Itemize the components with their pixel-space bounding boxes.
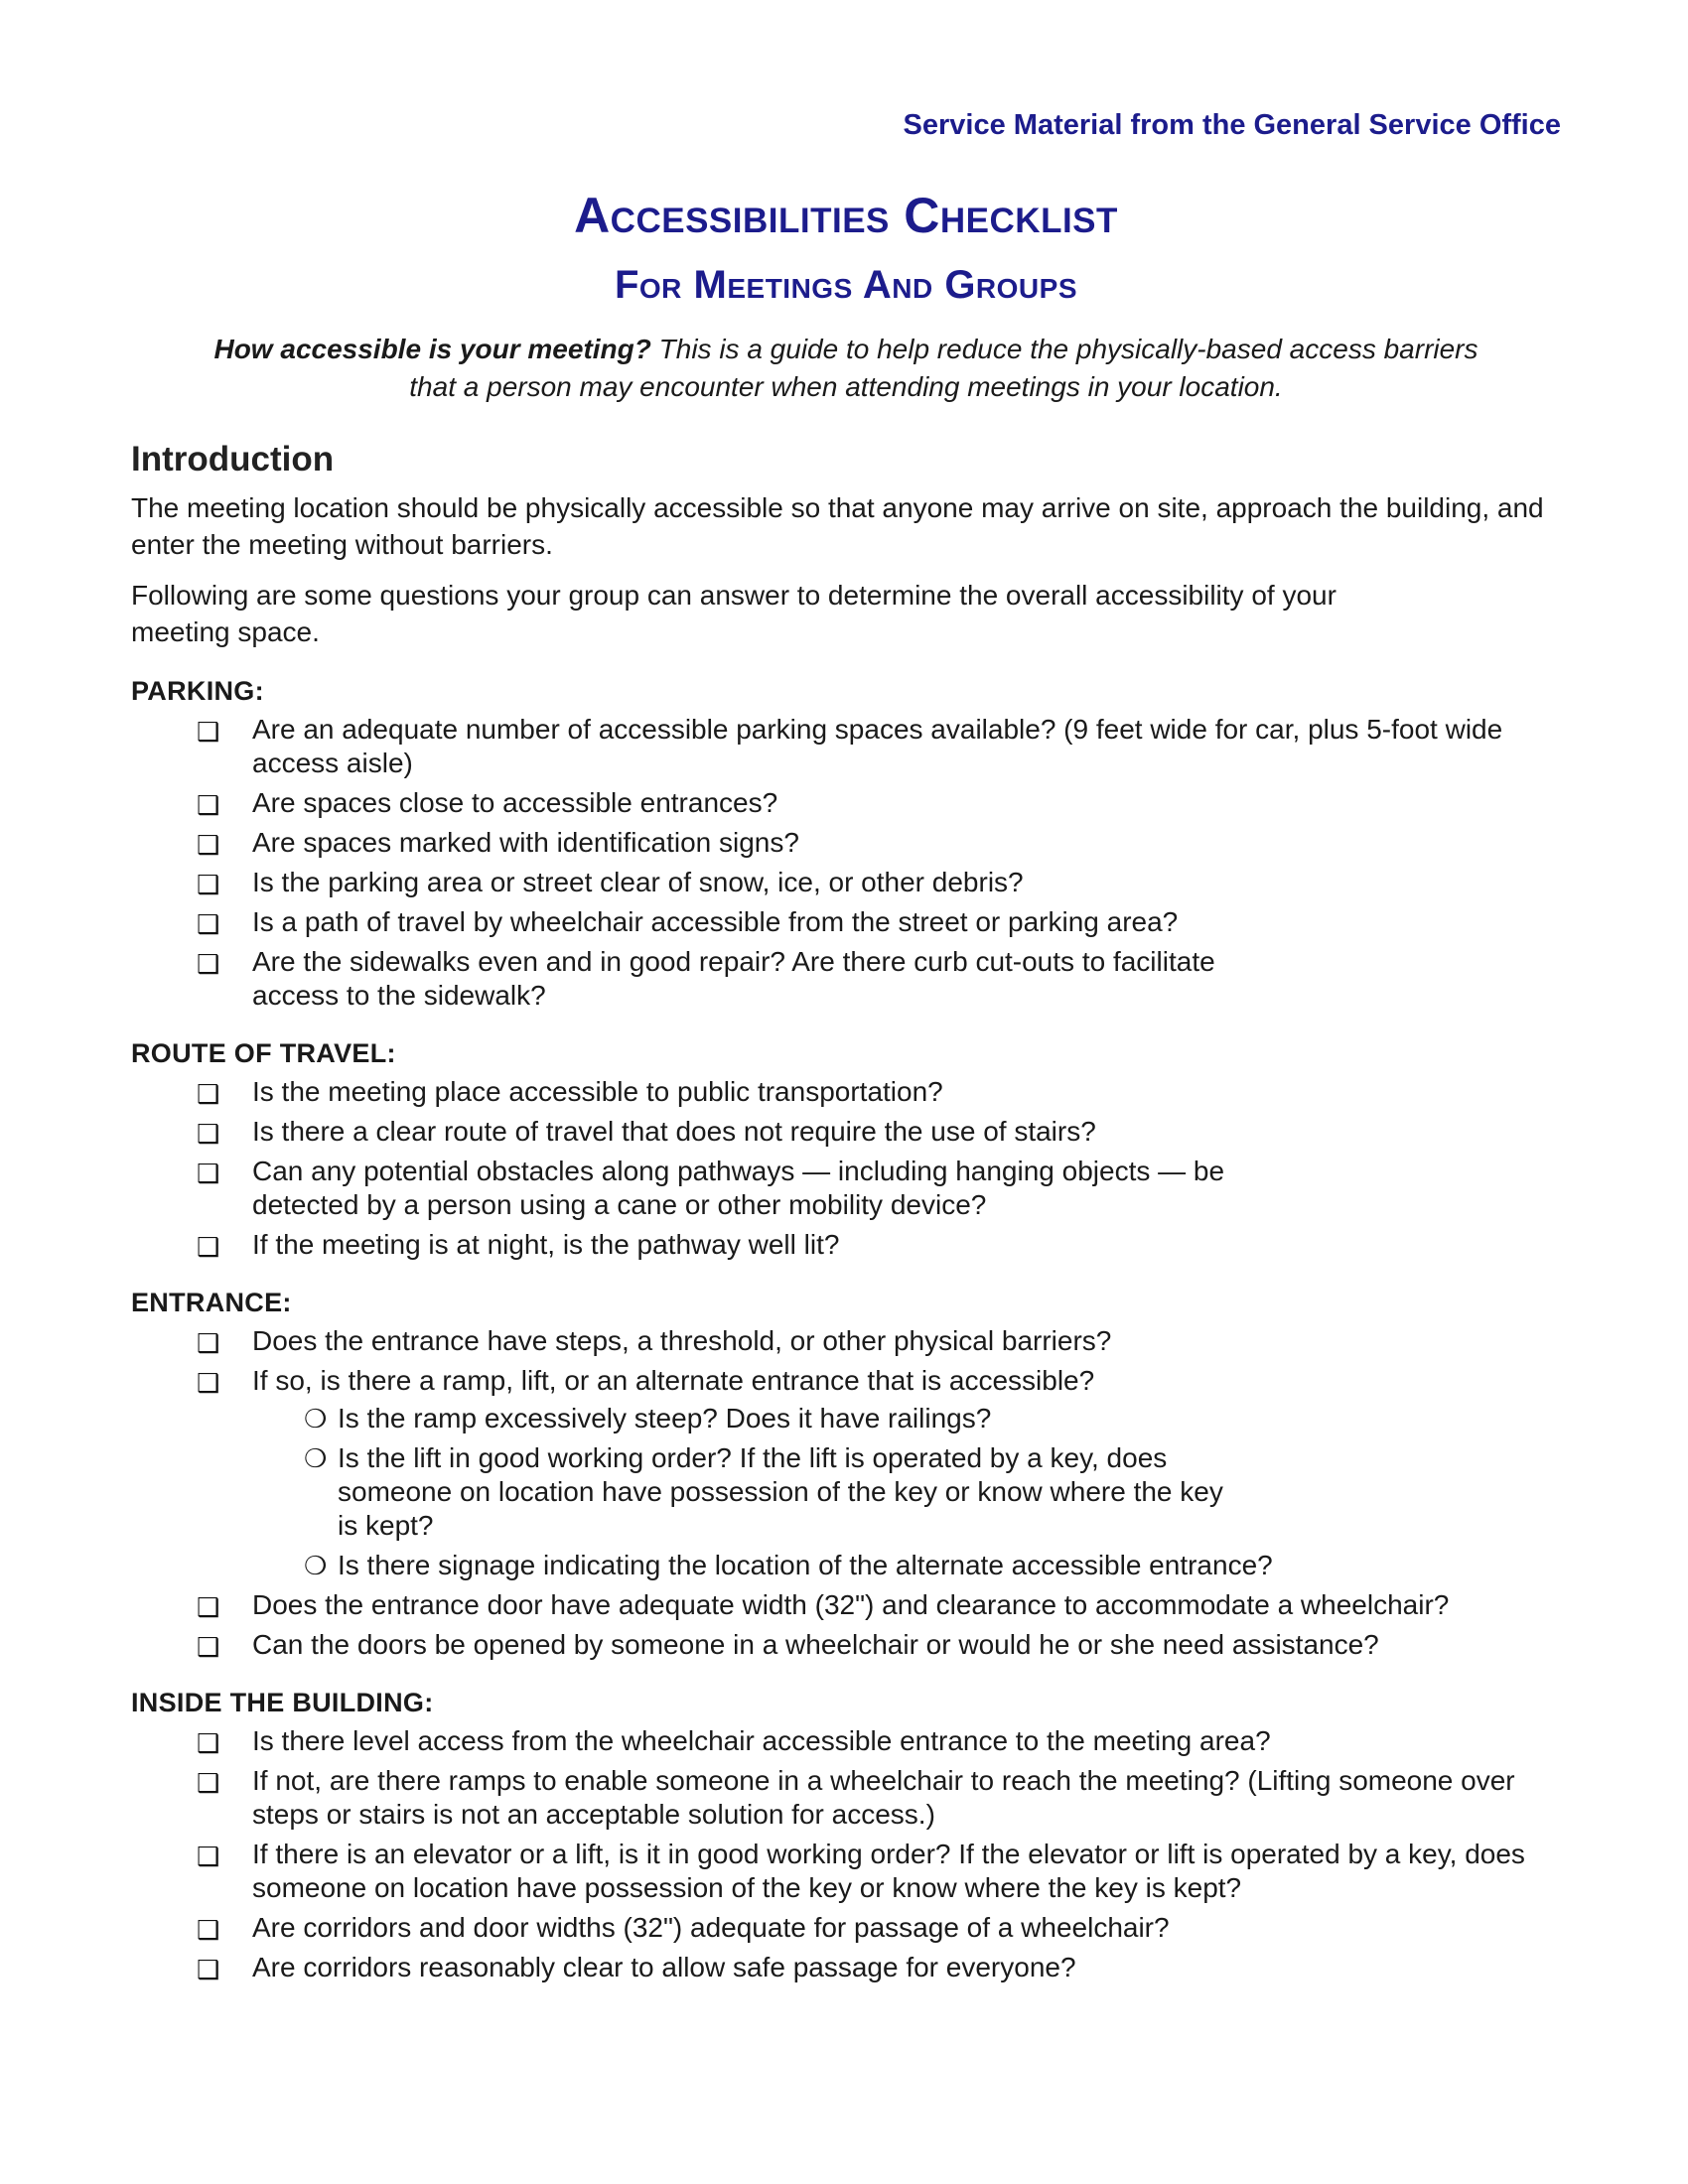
checklist-item: ❑ Are the sidewalks even and in good repair? Are there curb cut-outs to facilitate access to the sidewalk? [197, 946, 1215, 1011]
checklist-item: ❑ Can the doors be opened by someone in a wheelchair or would he or she need assistance? [197, 1629, 1379, 1662]
checkbox-icon[interactable]: ❑ [197, 949, 220, 979]
checkbox-icon[interactable]: ❑ [197, 790, 220, 820]
checkbox-icon[interactable]: ❑ [197, 1232, 220, 1262]
introduction-paragraph-1: The meeting location should be physically accessible so that anyone may arrive on site, approach the building, and enter the meeting without barriers. [131, 492, 1544, 560]
checklist-item: ❑ Are an adequate number of accessible parking spaces available? (9 feet wide for car, plus 5-foot wide access aisle) [197, 714, 1503, 778]
route-of-travel-heading: ROUTE OF TRAVEL: [131, 1038, 396, 1068]
checklist-item: ❑ Is the parking area or street clear of snow, ice, or other debris? [197, 867, 1024, 899]
checklist-item: ❑ If the meeting is at night, is the pathway well lit? [197, 1229, 840, 1262]
checklist-item: ❑ If so, is there a ramp, lift, or an alternate entrance that is accessible? ❍ Is the ramp excessively steep? Does it have railings? ❍ Is the lift in good working order? If the lift is operated by a key, does someone on location have possession of the key or know where the key is kept? ❍ Is there signage indicating the location of the alternate accessible entrance? [131, 1364, 1561, 1582]
checklist-item: ❑ Does the entrance have steps, a threshold, or other physical barriers? [197, 1325, 1112, 1358]
checkbox-icon[interactable]: ❑ [197, 909, 220, 939]
checklist-item: ❑ If there is an elevator or a lift, is it in good working order? If the elevator or lift is operated by a key, does someone on location have possession of the key or know where the key is kept? [197, 1839, 1525, 1903]
checklist-item: ❑ Can any potential obstacles along pathways — including hanging objects — be detected by a person using a cane or other mobility device? [197, 1156, 1225, 1220]
checkbox-icon[interactable]: ❑ [197, 1632, 220, 1662]
checkbox-icon[interactable]: ❑ [197, 717, 220, 747]
checklist-item: ❑ Are corridors and door widths (32") adequate for passage of a wheelchair? [197, 1912, 1170, 1945]
parking-checklist [131, 713, 1561, 1013]
checklist-item: ❑ Are corridors reasonably clear to allow safe passage for everyone? [197, 1952, 1076, 1984]
checkbox-icon[interactable]: ❑ [197, 830, 220, 860]
checklist-item: ❑ Is a path of travel by wheelchair accessible from the street or parking area? [197, 906, 1179, 939]
blurb-text-line1: This is a guide to help reduce the physically-based access barriers [658, 334, 1478, 364]
route-checklist [131, 1075, 1561, 1262]
service-material-header: Service Material from the General Service Office [903, 109, 1561, 141]
checklist-item: ❑ Is there level access from the wheelchair accessible entrance to the meeting area? [197, 1725, 1271, 1758]
entrance-checklist [131, 1324, 1561, 1662]
blurb-text-line2: that a person may encounter when attending meetings in your location. [409, 371, 1283, 402]
inside-building-heading: INSIDE THE BUILDING: [131, 1688, 434, 1717]
introduction-heading: Introduction [131, 440, 335, 478]
checklist-item: ❑ Is there a clear route of travel that does not require the use of stairs? [197, 1116, 1096, 1149]
checklist-item: ❑ Is the meeting place accessible to public transportation? [197, 1076, 943, 1109]
checkbox-icon[interactable]: ❑ [197, 1842, 220, 1871]
checkbox-icon[interactable]: ❑ [197, 870, 220, 899]
sub-checklist-item: ❍ Is the ramp excessively steep? Does it have railings? [304, 1403, 992, 1433]
checkbox-icon[interactable]: ❑ [197, 1119, 220, 1149]
checkbox-icon[interactable]: ❑ [197, 1592, 220, 1622]
checklist-item: ❑ Does the entrance door have adequate width (32") and clearance to accommodate a wheelchair? [197, 1589, 1450, 1622]
checkbox-icon[interactable]: ❑ [197, 1768, 220, 1798]
blurb-lead: How accessible is your meeting? [213, 334, 651, 364]
circle-bullet-icon[interactable]: ❍ [304, 1443, 328, 1473]
entrance-sublist [252, 1402, 1561, 1582]
document-title: Accessibilities Checklist [574, 188, 1118, 243]
sub-checklist-item: ❍ Is there signage indicating the location of the alternate accessible entrance? [304, 1550, 1273, 1580]
document-page [131, 109, 1561, 1990]
checkbox-icon[interactable]: ❑ [197, 1728, 220, 1758]
checkbox-icon[interactable]: ❑ [197, 1159, 220, 1188]
circle-bullet-icon[interactable]: ❍ [304, 1551, 328, 1580]
entrance-heading: ENTRANCE: [131, 1288, 292, 1317]
parking-heading: PARKING: [131, 676, 264, 706]
document-subtitle: For Meetings And Groups [614, 263, 1078, 307]
circle-bullet-icon[interactable]: ❍ [304, 1404, 328, 1433]
checkbox-icon[interactable]: ❑ [197, 1328, 220, 1358]
introduction-paragraph-2: Following are some questions your group can answer to determine the overall accessibility of your meeting space. [131, 580, 1336, 647]
checkbox-icon[interactable]: ❑ [197, 1955, 220, 1984]
checklist-item: ❑ Are spaces marked with identification signs? [197, 827, 799, 860]
checkbox-icon[interactable]: ❑ [197, 1079, 220, 1109]
checklist-item: ❑ Are spaces close to accessible entrances? [197, 787, 778, 820]
checkbox-icon[interactable]: ❑ [197, 1915, 220, 1945]
inside-checklist [131, 1724, 1561, 1984]
sub-checklist-item: ❍ Is the lift in good working order? If the lift is operated by a key, does someone on location have possession of the key or know where the key is kept? [304, 1442, 1223, 1541]
checklist-item: ❑ If not, are there ramps to enable someone in a wheelchair to reach the meeting? (Lifting someone over steps or stairs is not an acceptable solution for access.) [197, 1765, 1515, 1830]
checkbox-icon[interactable]: ❑ [197, 1368, 220, 1398]
intro-blurb [131, 331, 1561, 406]
